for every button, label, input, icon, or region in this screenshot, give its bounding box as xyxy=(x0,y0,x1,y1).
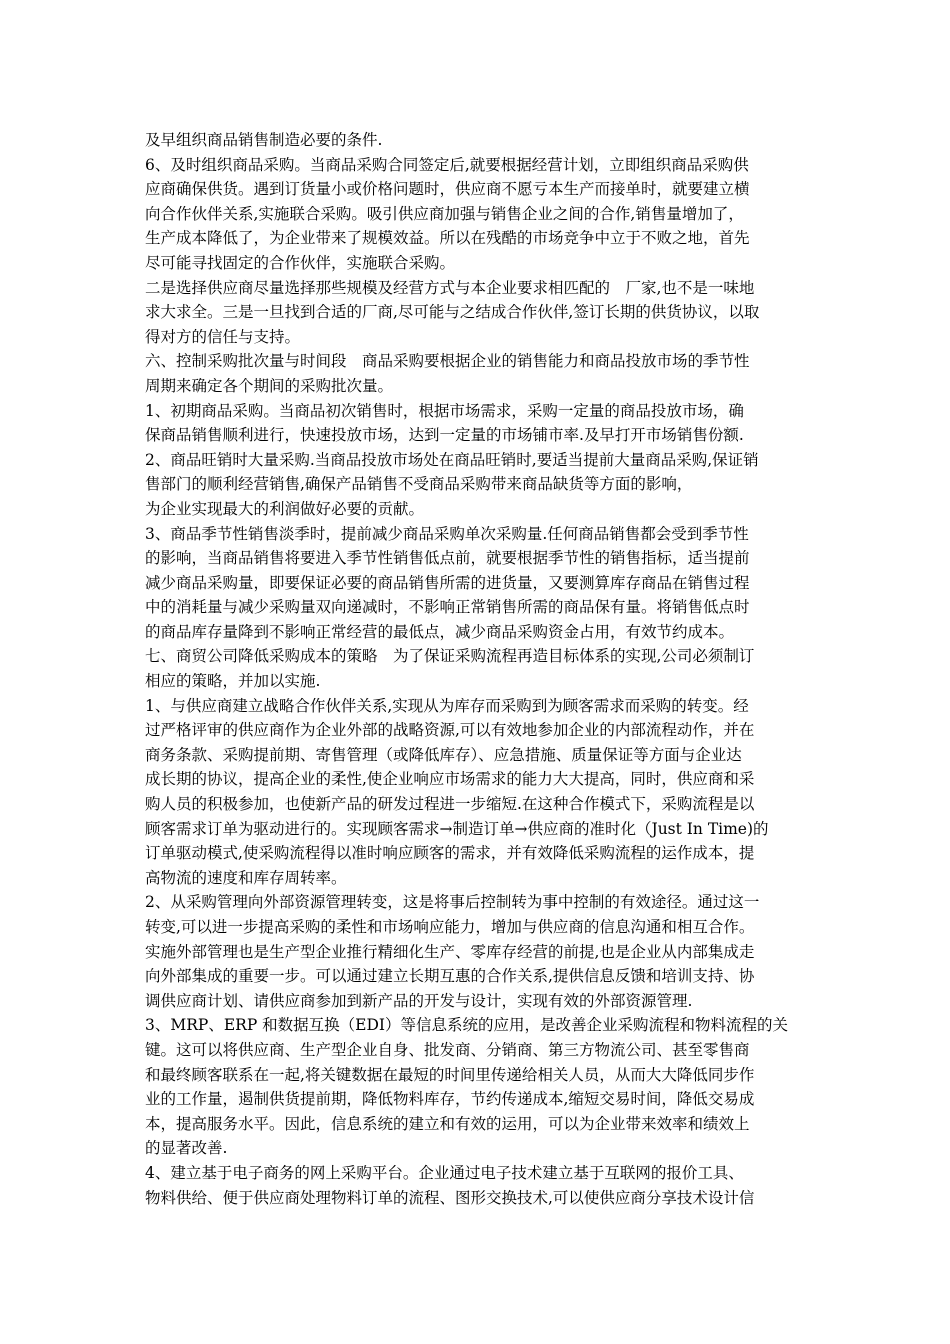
text-line: 2、商品旺销时大量采购.当商品投放市场处在商品旺销时,要适当提前大量商品采购,保证销 xyxy=(145,450,759,469)
text-line: 七、商贸公司降低采购成本的策略 为了保证采购流程再造目标体系的实现,公司必须制订 xyxy=(145,647,755,666)
text-line: 转变,可以进一步提高采购的柔性和市场响应能力，增加与供应商的信息沟通和相互合作。 xyxy=(145,918,755,936)
text-line: 高物流的速度和库存周转率。 xyxy=(145,868,347,887)
text-line: 保商品销售顺利进行，快速投放市场，达到一定量的市场铺市率.及早打开市场销售份额. xyxy=(145,426,744,445)
text-line: 向合作伙伴关系,实施联合采购。吸引供应商加强与销售企业之间的合作,销售量增加了， xyxy=(145,204,744,223)
text-line: 六、控制采购批次量与时间段 商品采购要根据企业的销售能力和商品投放市场的季节性 xyxy=(145,352,750,371)
text-line: 得对方的信任与支持。 xyxy=(145,327,301,346)
text-line: 二是选择供应商尽量选择那些规模及经营方式与本企业要求相匹配的 厂家,也不是一味地 xyxy=(145,278,755,297)
text-line: 的显著改善. xyxy=(145,1139,228,1158)
text-line: 和最终顾客联系在一起,将关键数据在最短的时间里传递给相关人员，从而大大降低同步作 xyxy=(145,1065,755,1084)
text-line: 1、与供应商建立战略合作伙伴关系,实现从为库存而采购到为顾客需求而采购的转变。经 xyxy=(145,696,749,715)
text-line: 6、及时组织商品采购。当商品采购合同签定后,就要根据经营计划，立即组织商品采购供 xyxy=(145,155,749,174)
text-line: 商务条款、采购提前期、寄售管理（或降低库存）、应急措施、质量保证等方面与企业达 xyxy=(145,745,742,764)
text-line: 3、MRP、ERP 和数据互换（EDI）等信息系统的应用，是改善企业采购流程和物料流程的关 xyxy=(145,1016,789,1035)
text-line: 尽可能寻找固定的合作伙伴，实施联合采购。 xyxy=(145,253,456,272)
text-line: 2、从采购管理向外部资源管理转变，这是将事后控制转为事中控制的有效途径。通过这一 xyxy=(145,893,760,912)
text-line: 购人员的积极参加，也使新产品的研发过程进一步缩短.在这种合作模式下，采购流程是以 xyxy=(145,795,755,814)
text-line: 向外部集成的重要一步。可以通过建立长期互惠的合作关系,提供信息反馈和培训支持、协 xyxy=(145,967,755,986)
text-line: 4、建立基于电子商务的网上采购平台。企业通过电子技术建立基于互联网的报价工具、 xyxy=(145,1163,744,1182)
text-line: 中的消耗量与减少采购量双向递减时，不影响正常销售所需的商品保有量。将销售低点时 xyxy=(145,598,750,617)
text-line: 相应的策略，并加以实施. xyxy=(145,672,321,691)
text-line: 应商确保供货。遇到订货量小或价格问题时，供应商不愿亏本生产而接单时，就要建立横 xyxy=(145,180,750,199)
text-line: 1、初期商品采购。当商品初次销售时，根据市场需求，采购一定量的商品投放市场，确 xyxy=(145,401,744,420)
text-line: 及早组织商品销售制造必要的条件. xyxy=(145,131,383,149)
text-line: 本，提高服务水平。因此，信息系统的建立和有效的运用，可以为企业带来效率和绩效上 xyxy=(145,1114,750,1133)
text-line: 调供应商计划、请供应商参加到新产品的开发与设计，实现有效的外部资源管理. xyxy=(145,991,693,1010)
text-line: 周期来确定各个期间的采购批次量。 xyxy=(145,376,394,395)
text-line: 物料供给、便于供应商处理物料订单的流程、图形交换技术,可以使供应商分享技术设计信 xyxy=(145,1188,755,1207)
text-line: 为企业实现最大的利润做好必要的贡献。 xyxy=(145,499,425,518)
text-line: 订单驱动模式,使采购流程得以准时响应顾客的需求，并有效降低采购流程的运作成本，提 xyxy=(145,844,755,863)
text-line: 实施外部管理也是生产型企业推行精细化生产、零库存经营的前提,也是企业从内部集成走 xyxy=(145,942,755,961)
text-line: 减少商品采购量，即要保证必要的商品销售所需的进货量，又要测算库存商品在销售过程 xyxy=(145,573,750,592)
text-line: 售部门的顺利经营销售,确保产品销售不受商品采购带来商品缺货等方面的影响， xyxy=(145,475,693,494)
document-body xyxy=(145,128,805,1210)
text-line: 生产成本降低了，为企业带来了规模效益。所以在残酷的市场竞争中立于不败之地，首先 xyxy=(145,229,750,248)
text-line: 成长期的协议，提高企业的柔性,使企业响应市场需求的能力大大提高，同时，供应商和采 xyxy=(145,770,755,789)
text-line: 的影响，当商品销售将要进入季节性销售低点前，就要根据季节性的销售指标，适当提前 xyxy=(145,549,750,568)
text-line: 业的工作量，遏制供货提前期，降低物料库存，节约传递成本,缩短交易时间，降低交易成 xyxy=(145,1090,755,1109)
text-line: 求大求全。三是一旦找到合适的厂商,尽可能与之结成合作伙伴,签订长期的供货协议，以取 xyxy=(145,303,760,322)
text-line: 顾客需求订单为驱动进行的。实现顾客需求→制造订单→供应商的准时化（Just In Time)的 xyxy=(145,819,769,838)
text-line: 键。这可以将供应商、生产型企业自身、批发商、分销商、第三方物流公司、甚至零售商 xyxy=(145,1040,750,1059)
text-line: 3、商品季节性销售淡季时，提前减少商品采购单次采购量.任何商品销售都会受到季节性 xyxy=(145,524,749,543)
text-line: 的商品库存量降到不影响正常经营的最低点，减少商品采购资金占用，有效节约成本。 xyxy=(145,622,735,641)
text-line: 过严格评审的供应商作为企业外部的战略资源,可以有效地参加企业的内部流程动作，并在 xyxy=(145,721,755,740)
